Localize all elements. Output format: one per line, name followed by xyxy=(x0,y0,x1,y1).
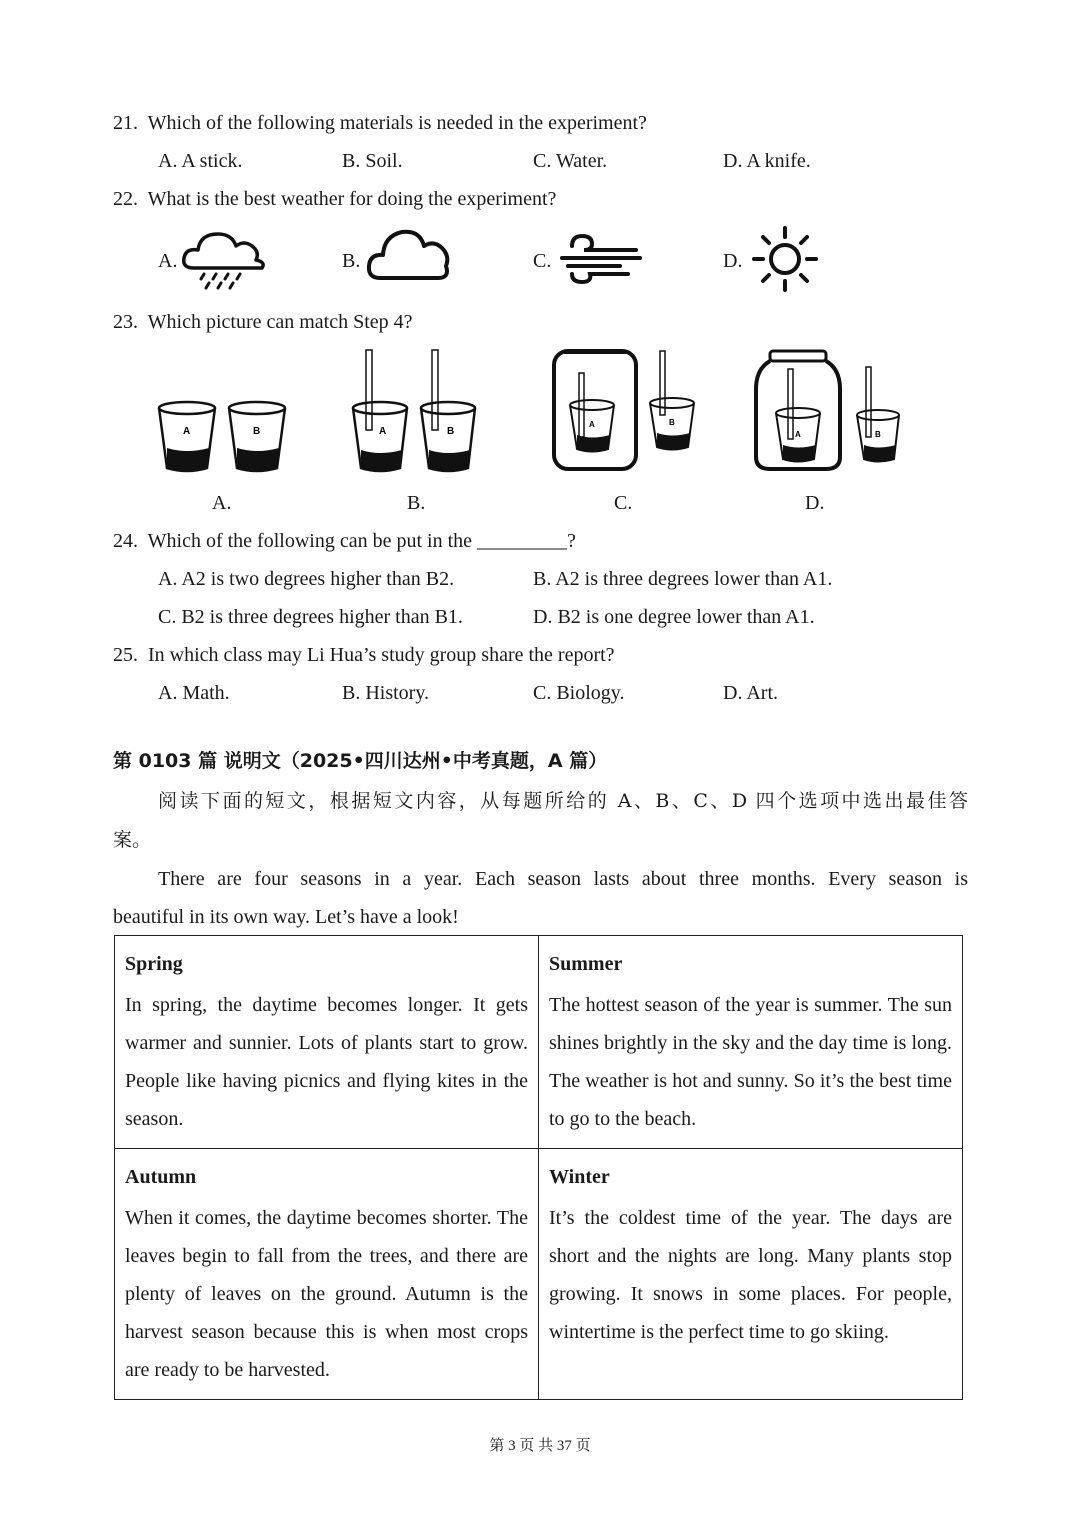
section-instruction-end: 案。 xyxy=(113,829,152,851)
season-body: It’s the coldest time of the year. The days are short and the nights are long. Many plants stop growing. It snows in some places. For people, wintertime is the perfect time to go skiing. xyxy=(549,1207,952,1343)
cup-b-label: B xyxy=(447,426,455,437)
cup-a xyxy=(776,369,820,462)
cup-b xyxy=(229,402,285,471)
cup-b xyxy=(650,351,694,450)
sun-icon xyxy=(752,226,818,292)
q23-option-b[interactable]: B. xyxy=(407,492,426,514)
cloud-icon xyxy=(366,224,452,284)
section-instruction: 阅读下面的短文，根据短文内容，从每题所给的 A、B、C、D 四个选项中选出最佳答 xyxy=(158,790,968,812)
q22-option-c[interactable]: C. xyxy=(533,250,552,272)
q24-option-d[interactable]: D. B2 is one degree lower than A1. xyxy=(533,606,815,628)
cup-b-label: B xyxy=(253,426,261,437)
q23-option-a[interactable]: A. xyxy=(212,492,232,514)
question-22: 22. What is the best weather for doing the experiment? xyxy=(113,188,557,210)
season-cell-spring xyxy=(115,936,539,1149)
q22-option-a[interactable]: A. xyxy=(158,250,178,272)
wind-icon xyxy=(558,232,644,284)
q25-option-b[interactable]: B. History. xyxy=(342,682,430,704)
cups-figure-c[interactable] xyxy=(550,347,700,475)
cups-figure-d[interactable] xyxy=(752,347,907,475)
q24-option-c[interactable]: C. B2 is three degrees higher than B1. xyxy=(158,606,463,628)
season-title: Summer xyxy=(549,953,623,975)
q21-option-c[interactable]: C. Water. xyxy=(533,150,608,172)
season-body: In spring, the daytime becomes longer. It gets warmer and sunnier. Lots of plants start to grow. People like having picnics and flying kites in the season. xyxy=(125,994,528,1130)
cups-figure-a[interactable] xyxy=(155,398,290,478)
cup-a-label: A xyxy=(183,426,191,437)
season-cell-autumn xyxy=(115,1149,539,1400)
q23-option-c[interactable]: C. xyxy=(614,492,633,514)
section-heading: 第 0103 篇 说明文（2025•四川达州•中考真题，A 篇） xyxy=(113,750,608,772)
season-body: When it comes, the daytime becomes shorter. The leaves begin to fall from the trees, and there are plenty of leaves on the ground. Autumn is the harvest season because this is when most crops are ready to be harvested. xyxy=(125,1207,528,1381)
cup-a xyxy=(159,402,215,471)
season-title: Winter xyxy=(549,1166,610,1188)
q21-option-b[interactable]: B. Soil. xyxy=(342,150,403,172)
q22-option-b[interactable]: B. xyxy=(342,250,361,272)
season-cell-winter xyxy=(539,1149,963,1400)
cup-b-label: B xyxy=(669,418,675,427)
cup-a-label: A xyxy=(589,420,595,429)
question-23: 23. Which picture can match Step 4? xyxy=(113,311,413,333)
question-25: 25. In which class may Li Hua’s study group share the report? xyxy=(113,644,615,666)
q25-option-c[interactable]: C. Biology. xyxy=(533,682,625,704)
seasons-table xyxy=(114,935,963,1400)
season-body: The hottest season of the year is summer. The sun shines brightly in the sky and the day time is long. The weather is hot and sunny. So it’s the best time to go to the beach. xyxy=(549,994,952,1130)
page-footer: 第 3 页 共 37 页 xyxy=(489,1438,591,1454)
cup-b-label: B xyxy=(875,430,881,439)
cup-a xyxy=(353,350,407,471)
cup-b xyxy=(421,350,475,471)
season-title: Autumn xyxy=(125,1166,197,1188)
q25-option-d[interactable]: D. Art. xyxy=(723,682,778,704)
season-cell-summer xyxy=(539,936,963,1149)
cup-b xyxy=(857,367,899,462)
q24-option-b[interactable]: B. A2 is three degrees lower than A1. xyxy=(533,568,833,590)
passage-intro-line-2: beautiful in its own way. Let’s have a look! xyxy=(113,906,459,928)
q25-option-a[interactable]: A. Math. xyxy=(158,682,230,704)
q21-option-d[interactable]: D. A knife. xyxy=(723,150,811,172)
cup-a-label: A xyxy=(795,430,801,439)
passage-intro-line-1: There are four seasons in a year. Each season lasts about three months. Every season is xyxy=(158,868,968,890)
season-title: Spring xyxy=(125,953,183,975)
q21-option-a[interactable]: A. A stick. xyxy=(158,150,243,172)
q24-option-a[interactable]: A. A2 is two degrees higher than B2. xyxy=(158,568,455,590)
q23-option-d[interactable]: D. xyxy=(805,492,825,514)
cups-figure-b[interactable] xyxy=(350,346,480,478)
cup-a xyxy=(570,373,614,452)
rain-cloud-icon xyxy=(180,226,270,292)
question-24: 24. Which of the following can be put in the _________? xyxy=(113,530,576,552)
question-21: 21. Which of the following materials is needed in the experiment? xyxy=(113,112,647,134)
q22-option-d[interactable]: D. xyxy=(723,250,743,272)
cup-a-label: A xyxy=(379,426,387,437)
